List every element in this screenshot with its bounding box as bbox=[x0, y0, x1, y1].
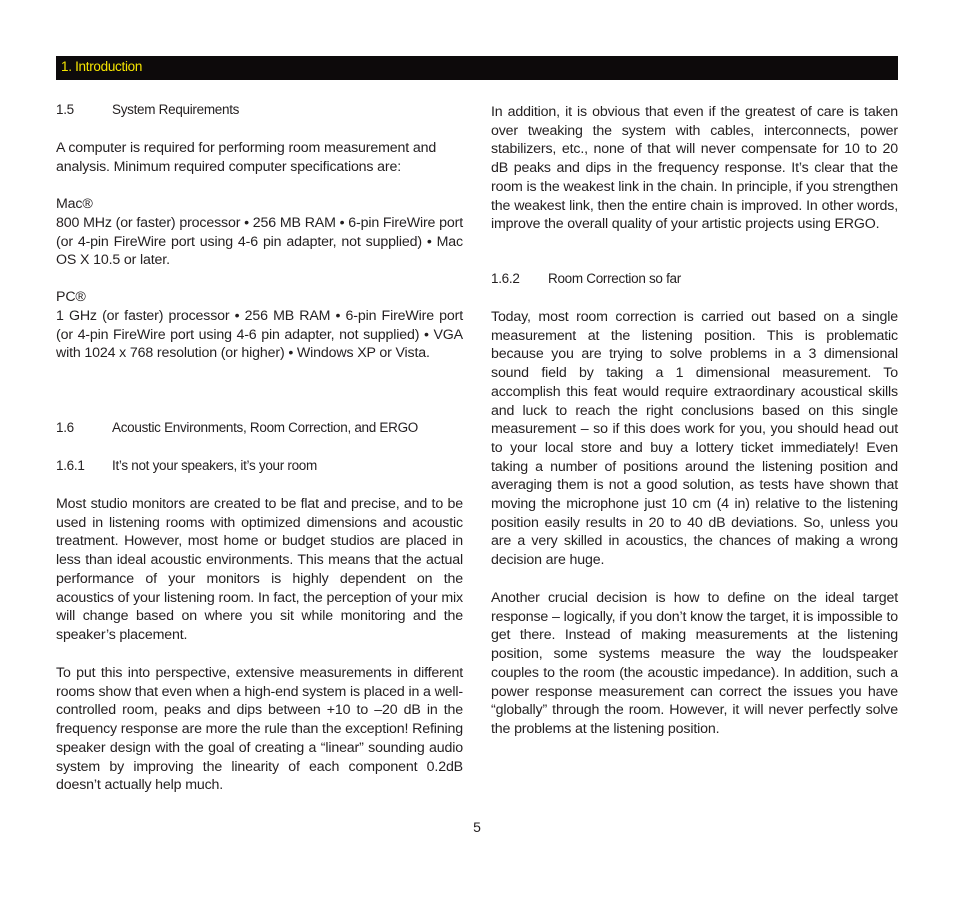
heading-number: 1.5 bbox=[56, 102, 74, 117]
heading-title: System Requirements bbox=[112, 102, 240, 117]
page-number: 5 bbox=[473, 819, 481, 835]
paragraph-speakers: Most studio monitors are created to be flat and precise, and to be used in listening rooms with optimized dimensions and acoustic treatment. However, most home or budget studios are placed in less than ideal acoustic environments. This means that the actual performance of your monitors is highly dependent on the acoustics of your listening room. In fact, the perception of your mix will change based on where you sit while monitoring and the speaker’s placement. bbox=[56, 496, 463, 643]
heading-title: It’s not your speakers, it’s your room bbox=[112, 458, 317, 473]
paragraph-target-response: Another crucial decision is how to define on the ideal target response – logically, if you don’t know the target, it is impossible to get there. Instead of making measurements at the listening position, some systems measure the way the loudspeaker couples to the room (the acoustic impedance). In addition, such a power response measurement can correct the issues you have “globally” through the room. However, it will never perfectly solve the problems at the listening position. bbox=[491, 590, 898, 737]
heading-number: 1.6.1 bbox=[56, 458, 85, 473]
paragraph-perspective: To put this into perspective, extensive measurements in different rooms show that even when a high-end system is placed in a well-controlled room, peaks and dips between +10 to –20 dB in the frequency response are more the rule than the exception! Refining speaker design with the goal of creating a “linear” sounding audio system by improving the linearity of each component 0.2dB doesn’t actually help much. bbox=[56, 665, 463, 794]
heading-title: Room Correction so far bbox=[548, 271, 681, 286]
heading-1-6-2 bbox=[491, 271, 681, 286]
heading-title: Acoustic Environments, Room Correction, and ERGO bbox=[112, 420, 418, 435]
heading-1-6 bbox=[56, 420, 418, 435]
mac-specs: 800 MHz (or faster) processor • 256 MB RAM • 6-pin FireWire port (or 4-pin FireWire port using 4-6 pin adapter, not supplied) • Mac OS X 10.5 or later. bbox=[56, 215, 463, 269]
paragraph-room-correction: Today, most room correction is carried out based on a single measurement at the listening position. This is problematic because you are trying to solve problems in a 3 dimensional sound field by taking a 1 dimensional measurement. To accomplish this feat would require extraordinary acoustical skills and luck to reach the right conclusions based on this single measurement – so if this does work for you, you should head out to your local store and buy a lottery ticket immediately! Even taking a number of positions around the listening position and averaging them is not a good solution, as tests have shown that moving the microphone just 10 cm (4 in) relative to the listening position easily results in 20 to 40 dB deviations. So, unless you are a very skilled in acoustics, the chances of making a wrong decision are huge. bbox=[491, 309, 898, 569]
section-header-bar bbox=[56, 56, 898, 80]
heading-number: 1.6 bbox=[56, 420, 74, 435]
paragraph-weakest-link: In addition, it is obvious that even if the greatest of care is taken over tweaking the system with cables, interconnects, power stabilizers, etc., none of that will never compensate for 10 to 20 dB peaks and dips in the frequency response. It’s clear that the room is the weakest link in the chain. In principle, if you strengthen the weakest link, then the entire chain is improved. In other words, improve the overall quality of your artistic projects using ERGO. bbox=[491, 104, 898, 233]
heading-1-5 bbox=[56, 102, 239, 117]
mac-label: Mac® bbox=[56, 196, 93, 212]
pc-label: PC® bbox=[56, 289, 86, 305]
system-requirements-intro: A computer is required for performing room measurement and analysis. Minimum required computer specifications are: bbox=[56, 140, 437, 175]
heading-number: 1.6.2 bbox=[491, 271, 520, 286]
pc-specs: 1 GHz (or faster) processor • 256 MB RAM • 6-pin FireWire port (or 4-pin FireWire port using 4-6 pin adapter, not supplied) • VGA with 1024 x 768 resolution (or higher) • Windows XP or Vista. bbox=[56, 308, 463, 362]
heading-1-6-1 bbox=[56, 458, 317, 473]
section-title: 1. Introduction bbox=[61, 59, 143, 74]
